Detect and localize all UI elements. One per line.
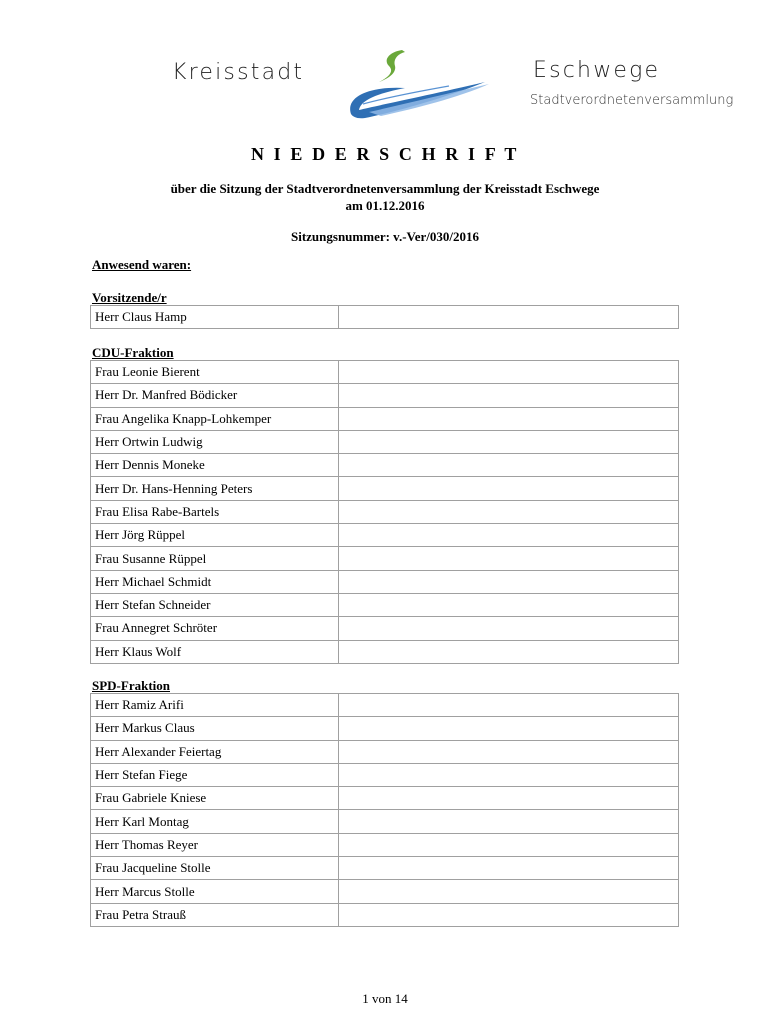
member-blank-cell (339, 430, 679, 453)
member-blank-cell (339, 570, 679, 593)
member-name-cell: Frau Petra Strauß (91, 903, 339, 926)
table-row (91, 763, 679, 786)
document-title: N I E D E R S C H R I F T (250, 144, 520, 164)
table-row (91, 787, 679, 810)
member-name-cell: Herr Dr. Manfred Bödicker (91, 384, 339, 407)
member-blank-cell (339, 740, 679, 763)
group-cdu (90, 346, 679, 664)
table-row (91, 524, 679, 547)
table-row (91, 477, 679, 500)
member-blank-cell (339, 407, 679, 430)
member-blank-cell (339, 903, 679, 926)
member-blank-cell (339, 857, 679, 880)
member-name-cell: Frau Angelika Knapp-Lohkemper (91, 407, 339, 430)
member-blank-cell (339, 524, 679, 547)
table-row (91, 384, 679, 407)
members-table (90, 305, 679, 329)
member-name-cell: Herr Klaus Wolf (91, 640, 339, 663)
member-name-cell: Frau Annegret Schröter (91, 617, 339, 640)
member-name-cell: Herr Karl Montag (91, 810, 339, 833)
present-heading: Anwesend waren: (92, 257, 192, 272)
header-left-text: Kreisstadt (172, 60, 305, 85)
header-right-text: Eschwege (533, 58, 661, 83)
members-table (90, 693, 679, 927)
table-row (91, 500, 679, 523)
table-row (91, 570, 679, 593)
group-heading: CDU-Fraktion (92, 345, 174, 360)
member-blank-cell (339, 833, 679, 856)
table-row (91, 617, 679, 640)
member-name-cell: Frau Leonie Bierent (91, 361, 339, 384)
table-row (91, 694, 679, 717)
table-row (91, 547, 679, 570)
member-name-cell: Herr Ortwin Ludwig (91, 430, 339, 453)
member-blank-cell (339, 880, 679, 903)
table-row (91, 454, 679, 477)
session-number: Sitzungsnummer: v.-Ver/030/2016 (290, 229, 480, 244)
group-heading: Vorsitzende/r (92, 290, 167, 305)
member-blank-cell (339, 593, 679, 616)
table-row (91, 593, 679, 616)
table-row (91, 306, 679, 329)
member-name-cell: Frau Elisa Rabe-Bartels (91, 500, 339, 523)
member-name-cell: Frau Jacqueline Stolle (91, 857, 339, 880)
table-row (91, 430, 679, 453)
member-blank-cell (339, 617, 679, 640)
member-name-cell: Herr Markus Claus (91, 717, 339, 740)
member-name-cell: Herr Alexander Feiertag (91, 740, 339, 763)
table-row (91, 640, 679, 663)
page-number: 1 von 14 (362, 991, 408, 1006)
member-blank-cell (339, 306, 679, 329)
group-spd (90, 679, 679, 927)
table-row (91, 880, 679, 903)
member-blank-cell (339, 810, 679, 833)
table-row (91, 740, 679, 763)
member-blank-cell (339, 547, 679, 570)
member-name-cell: Herr Thomas Reyer (91, 833, 339, 856)
group-chair (90, 291, 679, 329)
subtitle-line-1: über die Sitzung der Stadtverordnetenversammlung der Kreisstadt Eschwege (170, 181, 600, 196)
member-blank-cell (339, 477, 679, 500)
member-blank-cell (339, 787, 679, 810)
table-row (91, 810, 679, 833)
member-name-cell: Herr Claus Hamp (91, 306, 339, 329)
member-name-cell: Frau Susanne Rüppel (91, 547, 339, 570)
subtitle-line-2: am 01.12.2016 (345, 198, 425, 213)
member-blank-cell (339, 763, 679, 786)
member-blank-cell (339, 384, 679, 407)
member-name-cell: Herr Ramiz Arifi (91, 694, 339, 717)
table-row (91, 903, 679, 926)
table-row (91, 361, 679, 384)
table-row (91, 833, 679, 856)
member-blank-cell (339, 694, 679, 717)
eschwege-swoosh-logo-icon (345, 46, 493, 122)
member-blank-cell (339, 454, 679, 477)
member-blank-cell (339, 717, 679, 740)
members-table (90, 360, 679, 664)
member-name-cell: Herr Marcus Stolle (91, 880, 339, 903)
member-blank-cell (339, 361, 679, 384)
member-blank-cell (339, 500, 679, 523)
member-name-cell: Herr Stefan Fiege (91, 763, 339, 786)
member-name-cell: Herr Jörg Rüppel (91, 524, 339, 547)
member-name-cell: Frau Gabriele Kniese (91, 787, 339, 810)
member-name-cell: Herr Stefan Schneider (91, 593, 339, 616)
header-right-subtext: Stadtverordnetenversammlung (530, 93, 734, 108)
group-heading: SPD-Fraktion (92, 678, 170, 693)
member-name-cell: Herr Dennis Moneke (91, 454, 339, 477)
table-row (91, 717, 679, 740)
member-name-cell: Herr Michael Schmidt (91, 570, 339, 593)
member-name-cell: Herr Dr. Hans-Henning Peters (91, 477, 339, 500)
table-row (91, 857, 679, 880)
table-row (91, 407, 679, 430)
member-blank-cell (339, 640, 679, 663)
